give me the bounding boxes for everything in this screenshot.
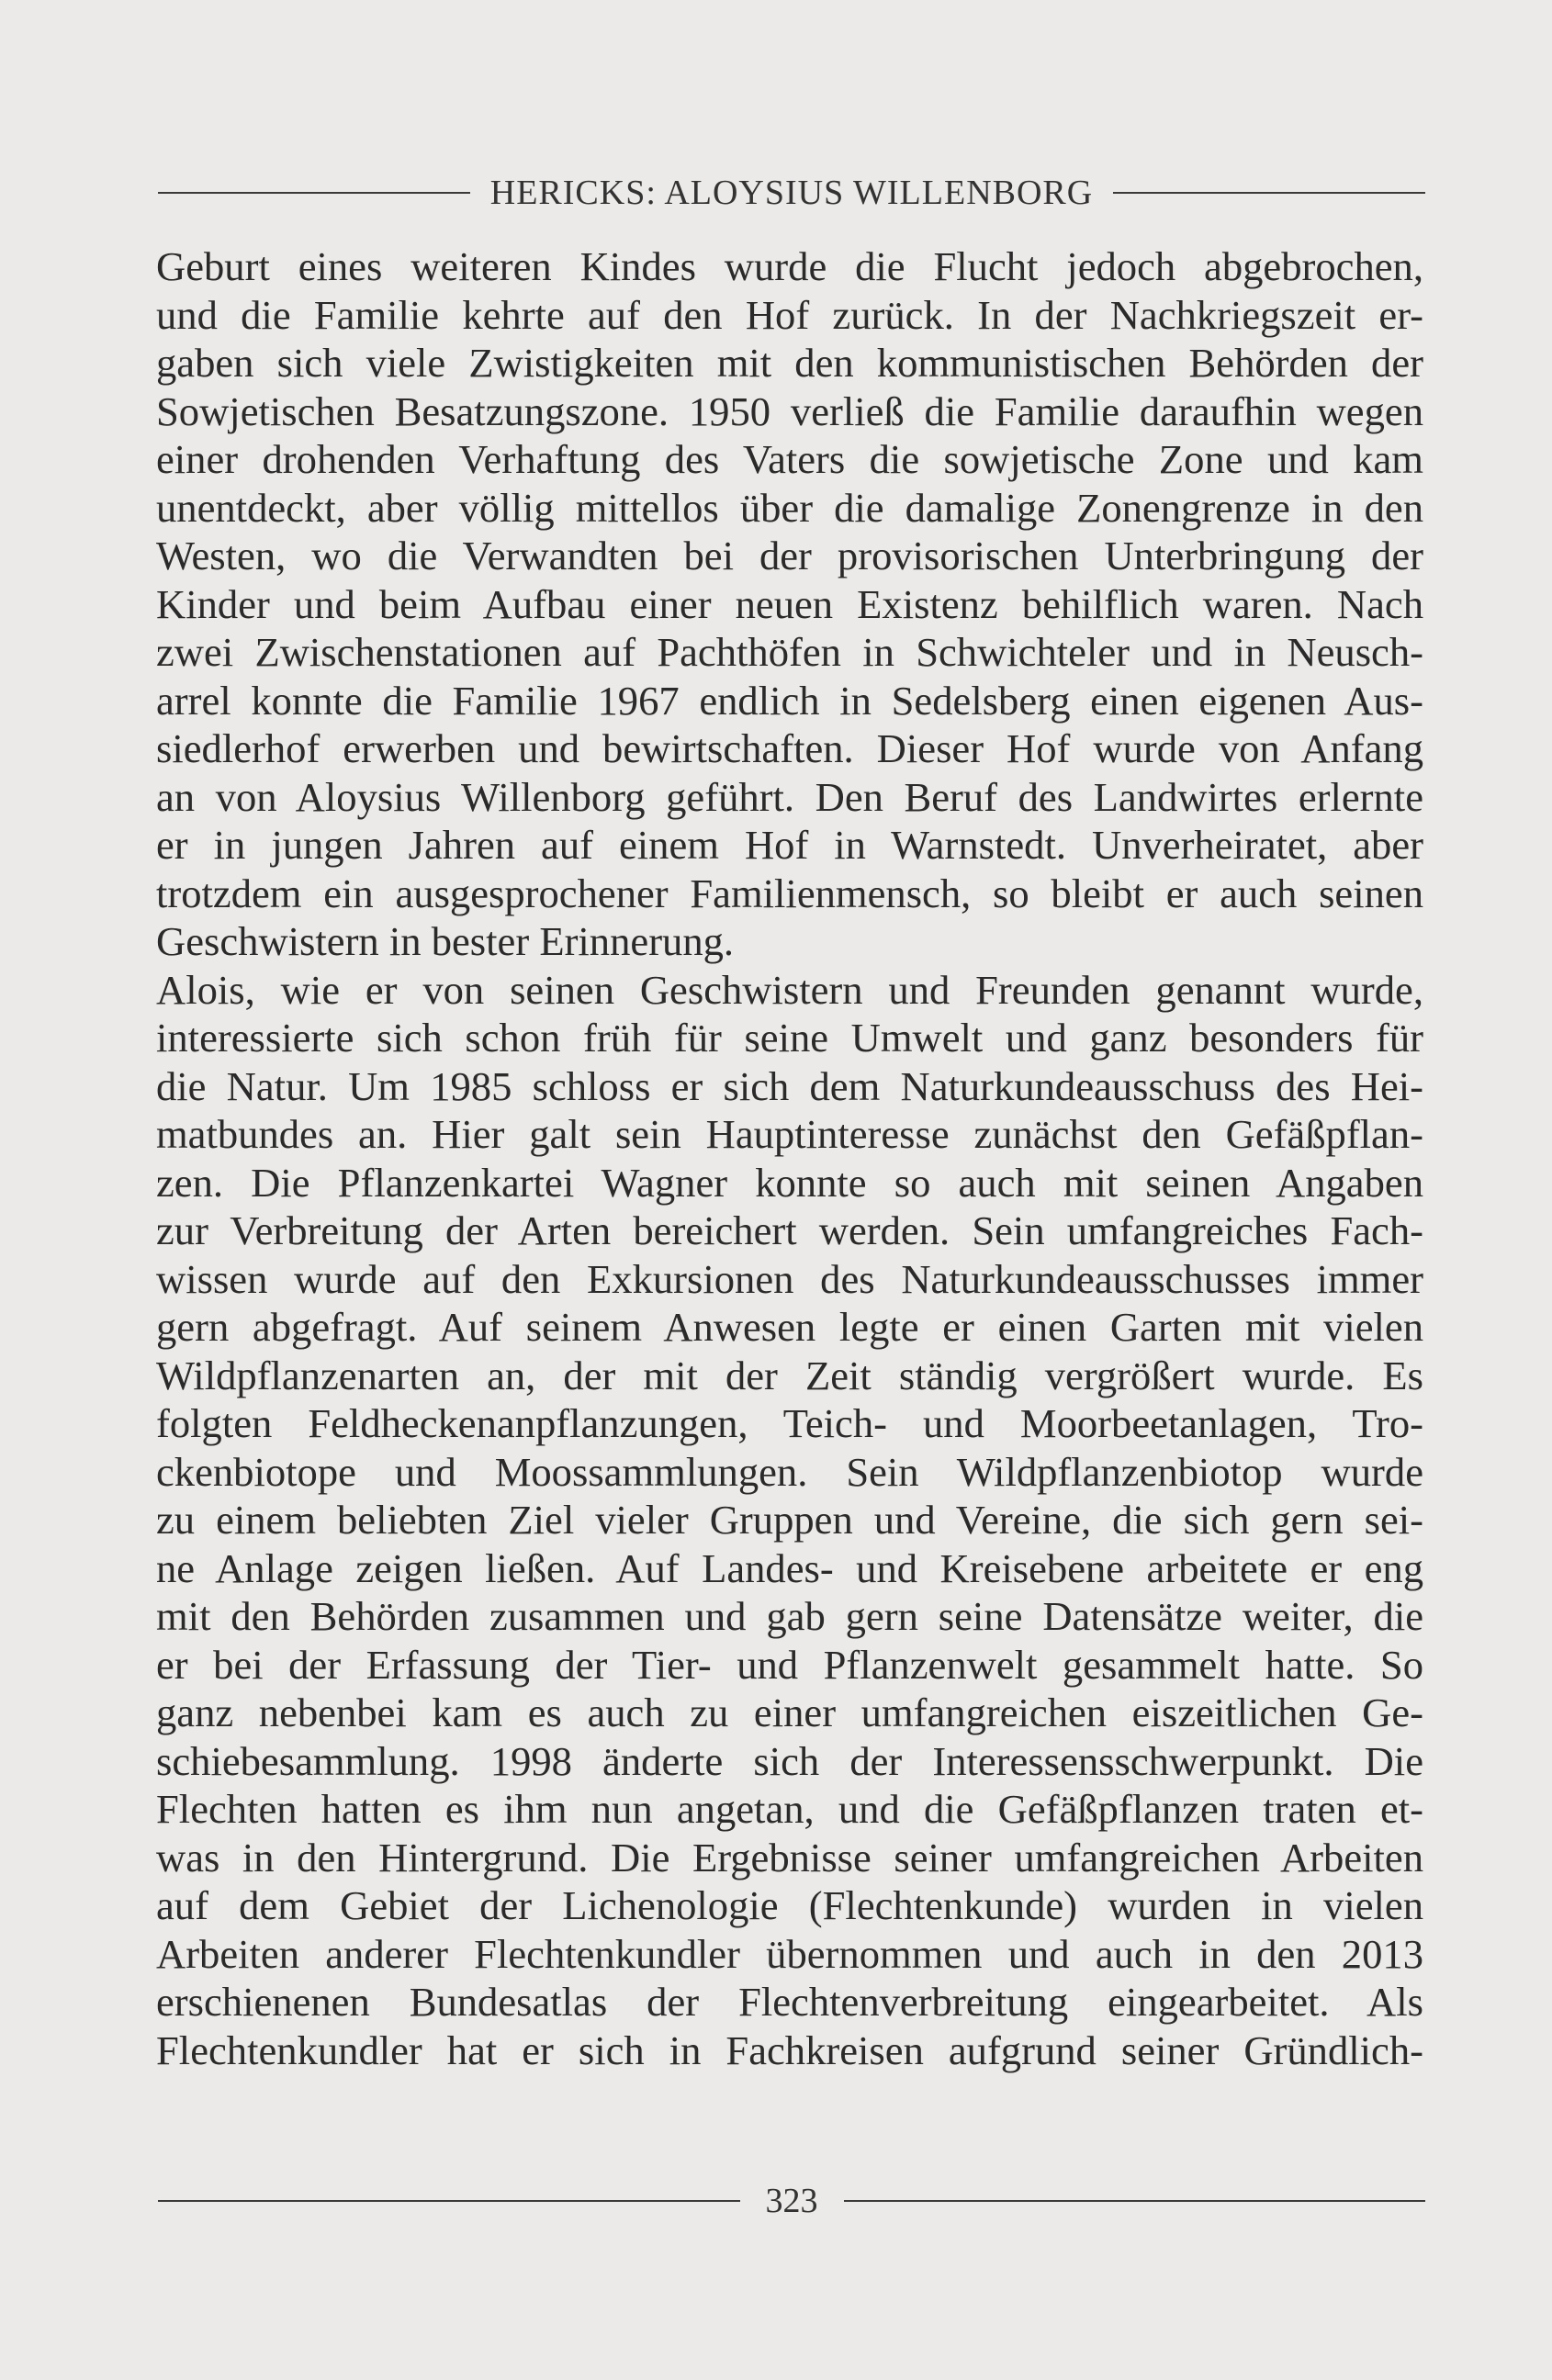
text-line: zwei Zwischenstationen auf Pachthöfen in Schwichteler und in Neusch-	[156, 629, 1423, 675]
running-head	[158, 173, 1425, 213]
text-line: zu einem beliebten Ziel vieler Gruppen und Vereine, die sich gern sei-	[156, 1497, 1423, 1543]
text-line: ckenbiotope und Moossammlungen. Sein Wildpflanzenbiotop wurde	[156, 1448, 1423, 1495]
header-rule-right	[1113, 192, 1425, 194]
text-line: Geschwistern in bester Erinnerung.	[156, 918, 735, 964]
text-line: erschienenen Bundesatlas der Flechtenverbreitung eingearbeitet. Als	[156, 1979, 1423, 2025]
text-line: matbundes an. Hier galt sein Hauptinteresse zunächst den Gefäßpflan-	[156, 1111, 1423, 1157]
text-line: an von Aloysius Willenborg geführt. Den Beruf des Landwirtes erlernte	[156, 773, 1423, 820]
paragraph	[156, 242, 1423, 966]
text-line: interessierte sich schon früh für seine Umwelt und ganz besonders für	[156, 1015, 1423, 1061]
text-line: ne Anlage zeigen ließen. Auf Landes- und Kreisebene arbeitete er eng	[156, 1544, 1423, 1591]
text-line: mit den Behörden zusammen und gab gern seine Datensätze weiter, die	[156, 1593, 1423, 1639]
text-line: und die Familie kehrte auf den Hof zurück. In der Nachkriegszeit er-	[156, 291, 1423, 338]
page-number: 323	[765, 2182, 818, 2220]
text-line: zur Verbreitung der Arten bereichert werden. Sein umfangreiches Fach-	[156, 1207, 1423, 1253]
text-line: siedlerhof erwerben und bewirtschaften. Dieser Hof wurde von Anfang	[156, 725, 1423, 771]
body-text	[156, 242, 1423, 2074]
paragraph	[156, 966, 1423, 2075]
text-line: Wildpflanzenarten an, der mit der Zeit ständig vergrößert wurde. Es	[156, 1352, 1423, 1398]
running-head-title: HERICKS: ALOYSIUS WILLENBORG	[489, 174, 1094, 212]
text-line: ganz nebenbei kam es auch zu einer umfangreichen eiszeitlichen Ge-	[156, 1690, 1423, 1735]
page-footer	[158, 2181, 1425, 2221]
text-line: Westen, wo die Verwandten bei der provisorischen Unterbringung der	[156, 533, 1423, 578]
text-line: Sowjetischen Besatzungszone. 1950 verließ die Familie daraufhin wegen	[156, 387, 1423, 434]
text-line: einer drohenden Verhaftung des Vaters die sowjetische Zone und kam	[156, 436, 1423, 482]
text-line: schiebesammlung. 1998 änderte sich der Interessensschwerpunkt. Die	[156, 1737, 1423, 1784]
text-line: zen. Die Pflanzenkartei Wagner konnte so auch mit seinen Angaben	[156, 1159, 1423, 1206]
text-line: Alois, wie er von seinen Geschwistern und Freunden genannt wurde,	[156, 966, 1423, 1013]
footer-rule-right	[844, 2200, 1426, 2202]
text-line: gaben sich viele Zwistigkeiten mit den kommunistischen Behörden der	[156, 340, 1423, 386]
text-line: wissen wurde auf den Exkursionen des Naturkundeausschusses immer	[156, 1255, 1423, 1302]
text-line: unentdeckt, aber völlig mittellos über die damalige Zonengrenze in den	[156, 484, 1423, 531]
text-line: gern abgefragt. Auf seinem Anwesen legte er einen Garten mit vielen	[156, 1304, 1423, 1350]
text-line: was in den Hintergrund. Die Ergebnisse seiner umfangreichen Arbeiten	[156, 1834, 1423, 1880]
text-line: trotzdem ein ausgesprochener Familienmensch, so bleibt er auch seinen	[156, 870, 1423, 916]
text-line: Flechten hatten es ihm nun angetan, und die Gefäßpflanzen traten et-	[156, 1786, 1423, 1832]
text-line: die Natur. Um 1985 schloss er sich dem Naturkundeausschuss des Hei-	[156, 1062, 1423, 1109]
text-line: Kinder und beim Aufbau einer neuen Existenz behilflich waren. Nach	[156, 580, 1423, 627]
text-line: arrel konnte die Familie 1967 endlich in Sedelsberg einen eigenen Aus-	[156, 677, 1423, 724]
text-line: Geburt eines weiteren Kindes wurde die Flucht jedoch abgebrochen,	[156, 243, 1423, 289]
header-rule-left	[158, 192, 470, 194]
text-line: er in jungen Jahren auf einem Hof in Warnstedt. Unverheiratet, aber	[156, 822, 1423, 868]
text-line: folgten Feldheckenanpflanzungen, Teich- und Moorbeetanlagen, Tro-	[156, 1400, 1423, 1446]
footer-rule-left	[158, 2200, 740, 2202]
text-line: Arbeiten anderer Flechtenkundler übernommen und auch in den 2013	[156, 1930, 1423, 1977]
text-line: auf dem Gebiet der Lichenologie (Flechtenkunde) wurden in vielen	[156, 1882, 1423, 1928]
text-line: er bei der Erfassung der Tier- und Pflanzenwelt gesammelt hatte. So	[156, 1641, 1423, 1688]
text-line: Flechtenkundler hat er sich in Fachkreisen aufgrund seiner Gründlich-	[156, 2026, 1423, 2073]
